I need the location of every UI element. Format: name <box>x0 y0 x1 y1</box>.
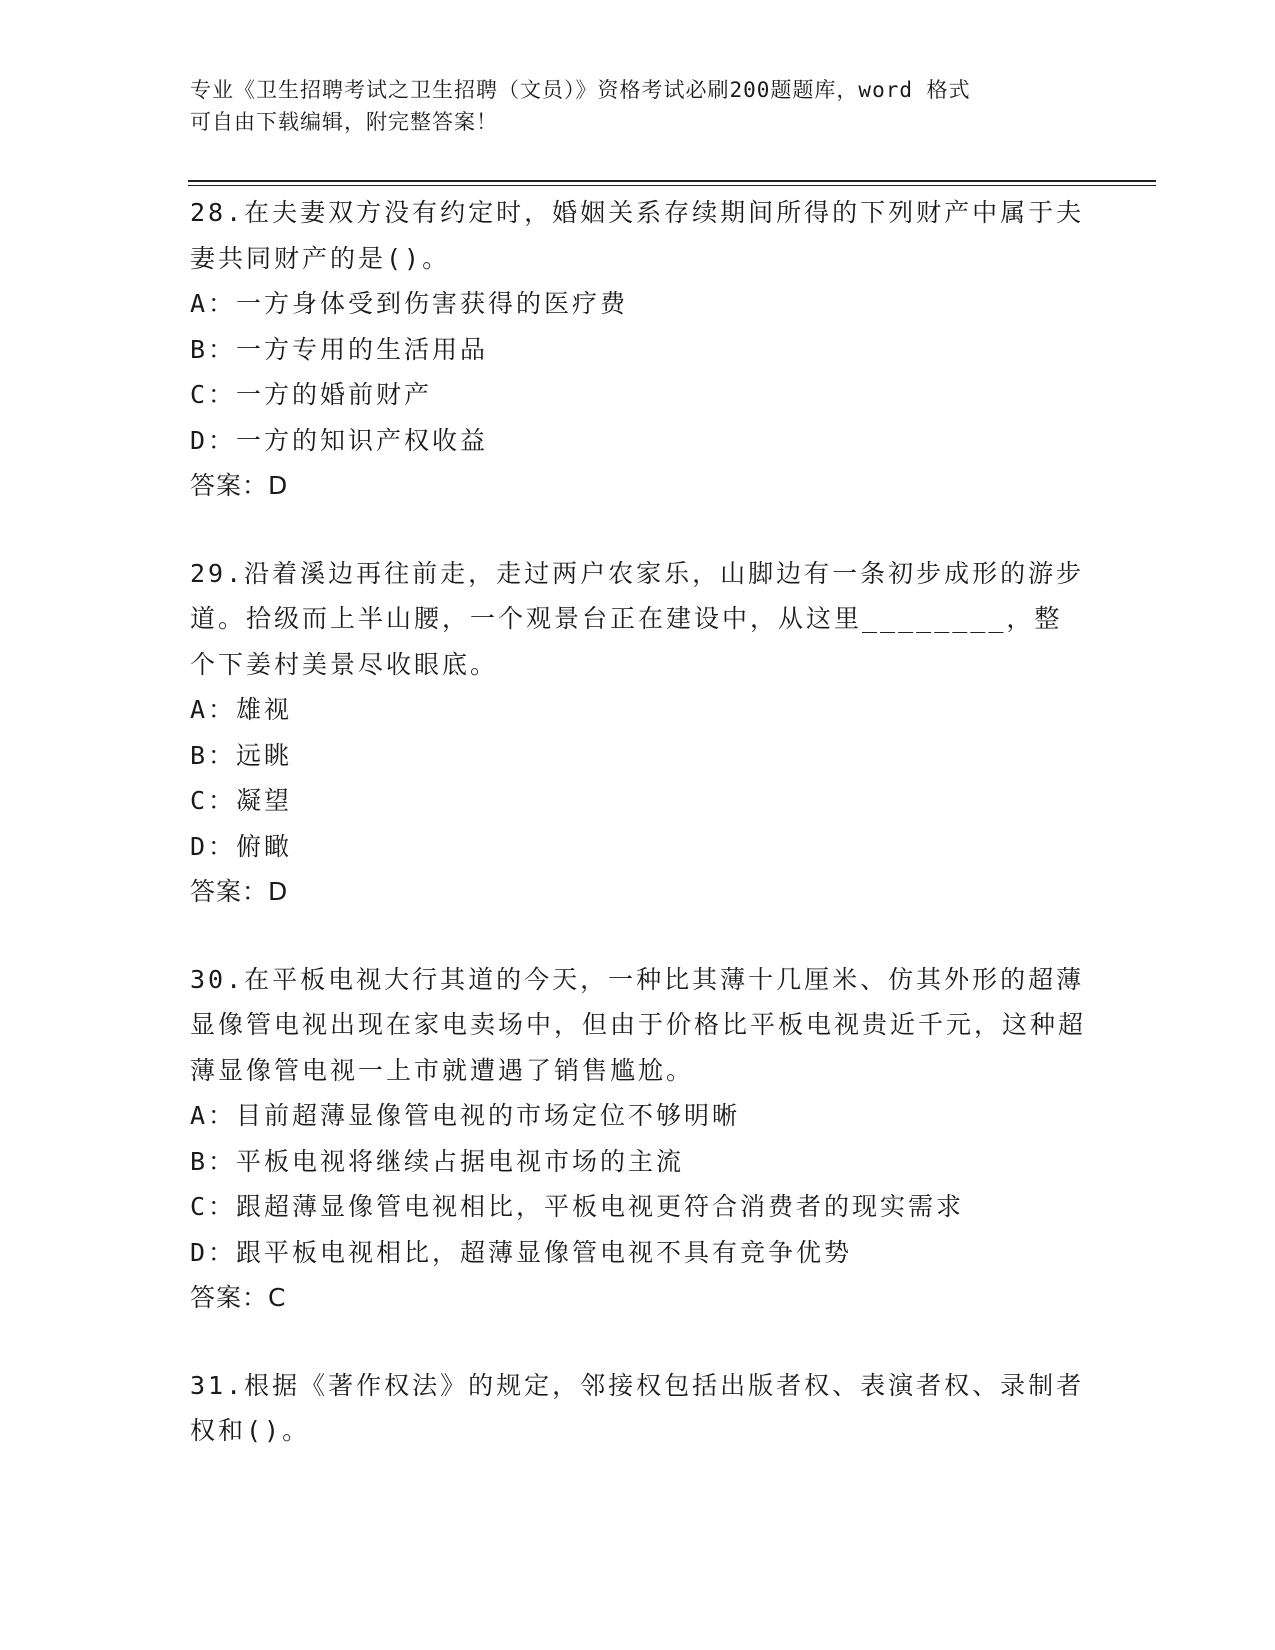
header-divider-thin <box>188 185 1156 186</box>
question-item <box>190 1363 1090 1454</box>
option-c: C：凝望 <box>190 786 293 815</box>
option-d: D：一方的知识产权收益 <box>190 425 489 455</box>
header-divider-thick <box>188 180 1156 182</box>
option-c: C：跟超薄显像管电视相比，平板电视更符合消费者的现实需求 <box>190 1192 965 1221</box>
option-d: D：跟平板电视相比，超薄显像管电视不具有竞争优势 <box>190 1237 853 1267</box>
question-list <box>190 190 1090 1496</box>
document-header <box>190 74 1090 138</box>
question-item <box>190 190 1090 509</box>
question-stem: 31.根据《著作权法》的规定，邻接权包括出版者权、表演者权、录制者权和()。 <box>190 1370 1085 1445</box>
question-stem: 30.在平板电视大行其道的今天，一种比其薄十几厘米、仿其外形的超薄显像管电视出现在家电卖场中，但由于价格比平板电视贵近千元，这种超薄显像管电视一上市就遭遇了销售尴尬。 <box>190 964 1087 1085</box>
option-c: C：一方的婚前财产 <box>190 380 433 409</box>
answer-line: 答案：D <box>190 471 289 500</box>
option-d: D：俯瞰 <box>190 831 293 861</box>
question-item <box>190 551 1090 915</box>
question-stem: 28.在夫妻双方没有约定时，婚姻关系存续期间所得的下列财产中属于夫妻共同财产的是()。 <box>190 198 1085 273</box>
option-b: B：远眺 <box>190 740 293 770</box>
header-line-2: 可自由下载编辑，附完整答案！ <box>190 110 498 134</box>
question-item <box>190 957 1090 1321</box>
option-a: A：一方身体受到伤害获得的医疗费 <box>190 289 629 318</box>
answer-line: 答案：C <box>190 1283 287 1312</box>
answer-line: 答案：D <box>190 877 289 906</box>
header-line-1: 专业《卫生招聘考试之卫生招聘（文员）》资格考试必刷200题题库，word 格式 <box>190 78 971 102</box>
question-stem: 29.沿着溪边再往前走，走过两户农家乐，山脚边有一条初步成形的游步道。拾级而上半山腰，一个观景台正在建设中，从这里________，整个下姜村美景尽收眼底。 <box>190 558 1085 679</box>
option-a: A：雄视 <box>190 695 293 724</box>
option-b: B：一方专用的生活用品 <box>190 334 489 364</box>
option-a: A：目前超薄显像管电视的市场定位不够明晰 <box>190 1101 741 1130</box>
option-b: B：平板电视将继续占据电视市场的主流 <box>190 1146 685 1176</box>
